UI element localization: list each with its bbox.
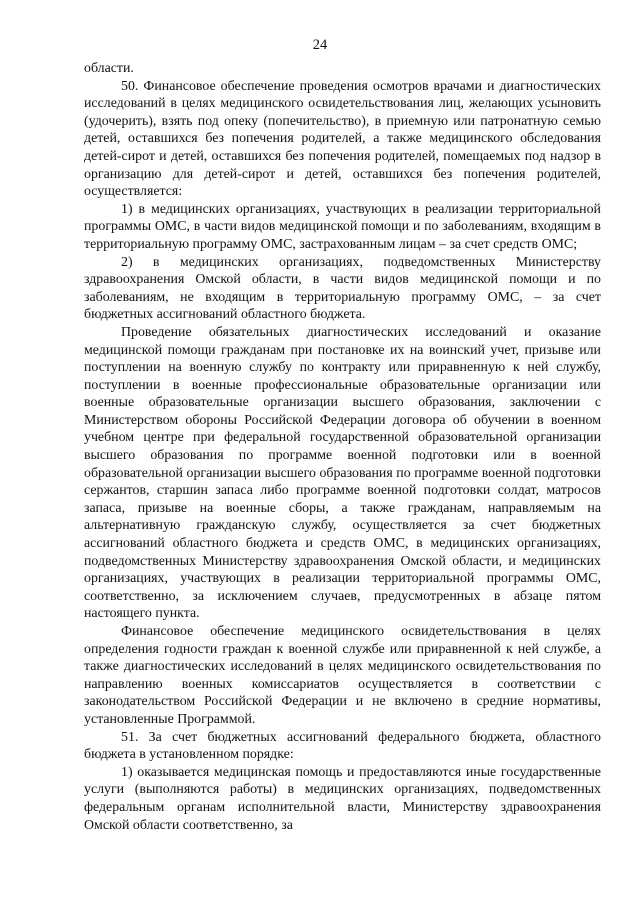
- paragraph-item-51: 51. За счет бюджетных ассигнований федерального бюджета, областного бюджета в установленном порядке:: [84, 729, 601, 763]
- paragraph-subitem-2: 2) в медицинских организациях, подведомственных Министерству здравоохранения Омской области, в части видов медицинской помощи и по заболеваниям, не входящим в территориальную программу ОМС, – за счет бюджетных ассигнований областного бюджета.: [84, 254, 601, 323]
- paragraph-item-51-subitem-1: 1) оказывается медицинская помощь и предоставляются иные государственные услуги (выполняются работы) в медицинских организациях, подведомственных федеральным органам исполнительной власти, Министерству здравоохранения Омской области соответственно, за: [84, 764, 601, 833]
- page-number: 24: [312, 37, 328, 53]
- document-body: [84, 60, 601, 834]
- paragraph-military-examination: Финансовое обеспечение медицинского освидетельствования в целях определения годности граждан к военной службе или приравненной к ней службе, а также диагностических исследований в целях медицинского освидетельствования по направлению военных комиссариатов осуществляется в соответствии с законодательством Российской Федерации и не включено в средние нормативы, установленные Программой.: [84, 624, 601, 727]
- paragraph-military-registration: Проведение обязательных диагностических исследований и оказание медицинской помощи гражданам при постановке их на воинский учет, призыве или поступлении на военную службу по контракту или приравненную к ней службу, поступлении в военные профессиональные образовательные организации или военные образовательные организации высшего образования, заключении с Министерством обороны Российской Федерации договора об обучении в военном учебном центре при федеральной государственной образовательной организации высшего образования по программе военной подготовки или в военной образовательной организации высшего образования по программе военной подготовки сержантов, старшин запаса либо программе военной подготовки солдат, матросов запаса, призыве на военные сборы, а также гражданам, направляемым на альтернативную гражданскую службу, осуществляется за счет бюджетных ассигнований областного бюджета и средств ОМС, в медицинских организациях, подведомственных Министерству здравоохранения Омской области, и медицинских организациях, участвующих в реализации территориальной программы ОМС, соответственно, за исключением случаев, предусмотренных в абзаце пятом настоящего пункта.: [84, 324, 601, 622]
- paragraph-continuation: области.: [84, 61, 134, 76]
- paragraph-subitem-1: 1) в медицинских организациях, участвующих в реализации территориальной программы ОМС, в части видов медицинской помощи и по заболеваниям, входящим в территориальную программу ОМС, застрахованным лицам – за счет средств ОМС;: [84, 201, 601, 252]
- paragraph-item-50: 50. Финансовое обеспечение проведения осмотров врачами и диагностических исследований в целях медицинского освидетельствования лиц, желающих усыновить (удочерить), взять под опеку (попечительство), в приемную или патронатную семью детей, оставшихся без попечения родителей, а также медицинского обследования детей-сирот и детей, оставшихся без попечения родителей, помещаемых под надзор в организацию для детей-сирот и детей, оставшихся без попечения родителей, осуществляется:: [84, 78, 601, 200]
